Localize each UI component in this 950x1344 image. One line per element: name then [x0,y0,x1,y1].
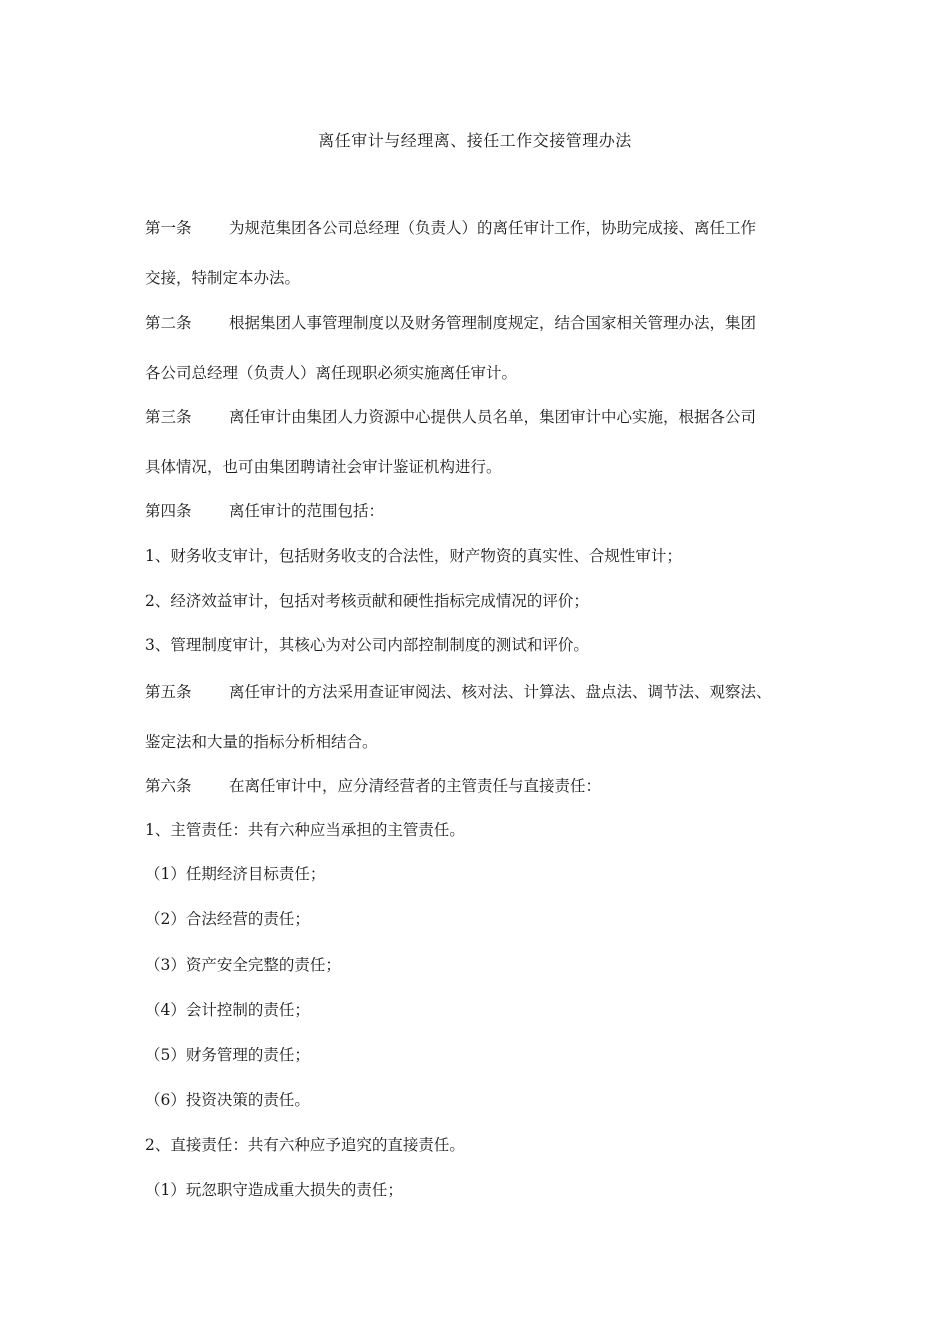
article-label: 第三条 [145,408,192,426]
article-text: 离任审计的范围包括： [229,502,385,520]
article-6 [145,774,601,796]
main-responsibility-item: （3）资产安全完整的责任； [145,956,341,974]
scope-item: 1、财务收支审计，包括财务收支的合法性，财产物资的真实性、合规性审计； [145,547,682,565]
direct-responsibility-heading: 2、直接责任：共有六种应予追究的直接责任。 [145,1136,465,1154]
article-1-continuation: 交接，特制定本办法。 [145,269,301,287]
article-5-continuation: 鉴定法和大量的指标分析相结合。 [145,733,378,751]
article-2-continuation: 各公司总经理（负责人）离任现职必须实施离任审计。 [145,364,518,382]
article-1 [145,216,756,238]
article-label: 第六条 [145,777,192,795]
document-title: 离任审计与经理离、接任工作交接管理办法 [318,131,632,150]
article-5 [145,680,772,702]
main-responsibility-item: （4）会计控制的责任； [145,1001,310,1019]
article-3-continuation: 具体情况，也可由集团聘请社会审计鉴证机构进行。 [145,458,502,476]
article-text: 在离任审计中，应分清经营者的主管责任与直接责任： [229,777,602,795]
main-responsibility-item: （2）合法经营的责任； [145,910,310,928]
article-2 [145,311,756,333]
article-label: 第五条 [145,683,192,701]
main-responsibility-item: （5）财务管理的责任； [145,1046,310,1064]
article-3 [145,405,756,427]
main-responsibility-item: （1）任期经济目标责任； [145,865,326,883]
article-text: 离任审计由集团人力资源中心提供人员名单，集团审计中心实施，根据各公司 [229,408,757,426]
main-responsibility-item: （6）投资决策的责任。 [145,1091,310,1109]
article-4 [145,499,384,521]
scope-item: 3、管理制度审计，其核心为对公司内部控制制度的测试和评价。 [145,636,589,654]
article-label: 第一条 [145,219,192,237]
article-text: 离任审计的方法采用查证审阅法、核对法、计算法、盘点法、调节法、观察法、 [229,683,772,701]
scope-item: 2、经济效益审计，包括对考核贡献和硬性指标完成情况的评价； [145,592,589,610]
main-responsibility-heading: 1、主管责任：共有六种应当承担的主管责任。 [145,821,465,839]
article-label: 第四条 [145,502,192,520]
article-label: 第二条 [145,314,192,332]
direct-responsibility-item: （1）玩忽职守造成重大损失的责任； [145,1181,403,1199]
article-text: 根据集团人事管理制度以及财务管理制度规定，结合国家相关管理办法，集团 [229,314,757,332]
article-text: 为规范集团各公司总经理（负责人）的离任审计工作，协助完成接、离任工作 [229,219,757,237]
